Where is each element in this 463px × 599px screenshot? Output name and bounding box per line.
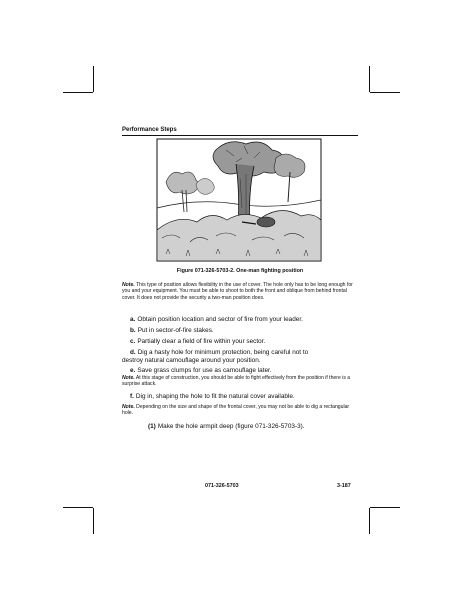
step-letter: f. xyxy=(130,393,134,400)
step-letter: b. xyxy=(130,327,136,334)
figure-caption: Figure 071-326-5703-2. One-man fighting position xyxy=(176,268,304,274)
step-continuation: destroy natural camouflage around your position. xyxy=(122,357,261,364)
step-text: Partially clear a field of fire within your sector. xyxy=(137,338,266,345)
note-text: This type of position allows flexibility in the use of cover. The hole only has to be long enough for you and your equipment. You must be able to shoot to both the front and oblique from behind frontal cover. It does not provide the security a two-man position does. xyxy=(122,282,353,301)
step-text: Dig in, shaping the hole to fit the natural cover available. xyxy=(135,393,295,400)
section-rule xyxy=(122,135,358,136)
step-item xyxy=(130,393,358,401)
note-paragraph xyxy=(122,375,358,388)
step-letter: a. xyxy=(130,316,136,323)
note-label: Note. xyxy=(122,375,135,381)
step-text: Dig a hasty hole for minimum protection, being careful not to xyxy=(137,349,309,356)
note-label: Note. xyxy=(122,404,135,410)
crop-mark xyxy=(369,66,370,92)
footer-page-number: 3-187 xyxy=(337,483,351,489)
note-text: At this stage of construction, you should be able to fight effectively from the position if there is a surprise attack. xyxy=(122,375,351,388)
crop-mark xyxy=(93,508,94,534)
step-text: Obtain position location and sector of fire from your leader. xyxy=(137,316,303,323)
step-letter: e. xyxy=(130,367,136,374)
crop-mark xyxy=(93,66,94,92)
crop-mark xyxy=(63,92,93,93)
note-label: Note. xyxy=(122,282,135,288)
substep-text: Make the hole armpit deep (figure 071-326-5703-3). xyxy=(157,423,305,430)
step-item xyxy=(130,316,358,324)
crop-mark xyxy=(63,507,93,508)
fighting-position-illustration xyxy=(156,138,322,262)
step-item xyxy=(130,338,358,346)
crop-mark xyxy=(370,92,400,93)
step-item xyxy=(130,349,358,357)
section-heading: Performance Steps xyxy=(122,127,177,133)
substep-number: (1) xyxy=(148,423,156,430)
step-letter: d. xyxy=(130,349,136,356)
note-paragraph xyxy=(122,282,358,301)
note-paragraph xyxy=(122,404,358,417)
step-item xyxy=(130,327,358,335)
note-text: Depending on the size and shape of the frontal cover, you may not be able to dig a rectangular hole. xyxy=(122,404,350,417)
crop-mark xyxy=(369,508,370,534)
step-text: Put in sector-of-fire stakes. xyxy=(137,327,214,334)
step-item xyxy=(130,367,358,375)
footer-task-number: 071-326-5703 xyxy=(205,483,239,489)
step-letter: c. xyxy=(130,338,136,345)
substep-item xyxy=(148,423,358,431)
crop-mark xyxy=(370,507,400,508)
step-text: Save grass clumps for use as camouflage later. xyxy=(137,367,272,374)
